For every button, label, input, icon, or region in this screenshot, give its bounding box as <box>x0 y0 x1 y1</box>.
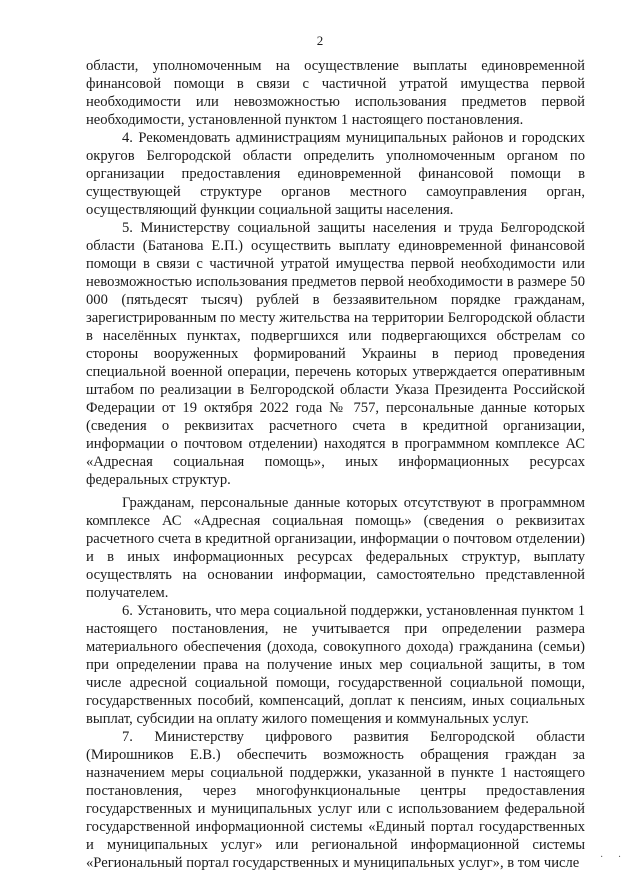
paragraph-item-5-continuation: Гражданам, персональные данные которых отсутствуют в программном комплексе АС «Адресная социальная помощь» (сведения о реквизитах расчетного счета в кредитной организации, информации о почтовом отделении) и в иных информационных ресурсах федеральных структур, выплату осуществлять на основании информации, самостоятельно представленной получателем. <box>86 495 585 601</box>
scan-artifact-dots: · · <box>600 852 628 863</box>
page-number: 2 <box>316 33 324 48</box>
paragraph-item-7: 7. Министерству цифрового развития Белгородской области (Мирошников Е.В.) обеспечить возможность обращения граждан за назначением меры социальной поддержки, указанной в пункте 1 настоящего постановления, через многофункциональные центры предоставления государственных и муниципальных услуг или с использованием федеральной государственной информационной системы «Единый портал государственных и муниципальных услуг» или региональной информационной системы «Региональный портал государственных и муниципальных услуг», в том числе <box>86 729 585 871</box>
paragraph-item-6: 6. Установить, что мера социальной поддержки, установленная пунктом 1 настоящего постановления, не учитывается при определении размера материального обеспечения (дохода, совокупного дохода) гражданина (семьи) при определении права на получение иных мер социальной защиты, в том числе адресной социальной помощи, государственной социальной помощи, государственных пособий, компенсаций, доплат к пенсиям, иных социальных выплат, субсидии на оплату жилого помещения и коммунальных услуг. <box>86 603 585 727</box>
document-body <box>86 57 585 872</box>
paragraph-item-4: 4. Рекомендовать администрациям муниципальных районов и городских округов Белгородской области определить уполномоченным органом по организации предоставления единовременной финансовой помощи в существующей структуре органов местного самоуправления орган, осуществляющий функции социальной защиты населения. <box>86 130 585 218</box>
paragraph-continuation: области, уполномоченным на осуществление выплаты единовременной финансовой помощи в связи с частичной утратой имущества первой необходимости или невозможностью использования предметов первой необходимости, установленной пунктом 1 настоящего постановления. <box>86 58 585 128</box>
paragraph-item-5: 5. Министерству социальной защиты населения и труда Белгородской области (Батанова Е.П.) осуществить выплату единовременной финансовой помощи в связи с частичной утратой имущества первой необходимости или невозможностью использования предметов первой необходимости в размере 50 000 (пятьдесят тысяч) рублей в беззаявительном порядке гражданам, зарегистрированным по месту жительства на территории Белгородской области в населённых пунктах, подвергшихся или подвергающихся обстрелам со стороны вооруженных формирований Украины в период проведения специальной военной операции, перечень которых утверждается оперативным штабом по реализации в Белгородской области Указа Президента Российской Федерации от 19 октября 2022 года № 757, персональные данные которых (сведения о реквизитах расчетного счета в кредитной организации, информации о почтовом отделении) находятся в программном комплексе АС «Адресная социальная помощь», иных информационных ресурсах федеральных структур. <box>86 220 585 488</box>
